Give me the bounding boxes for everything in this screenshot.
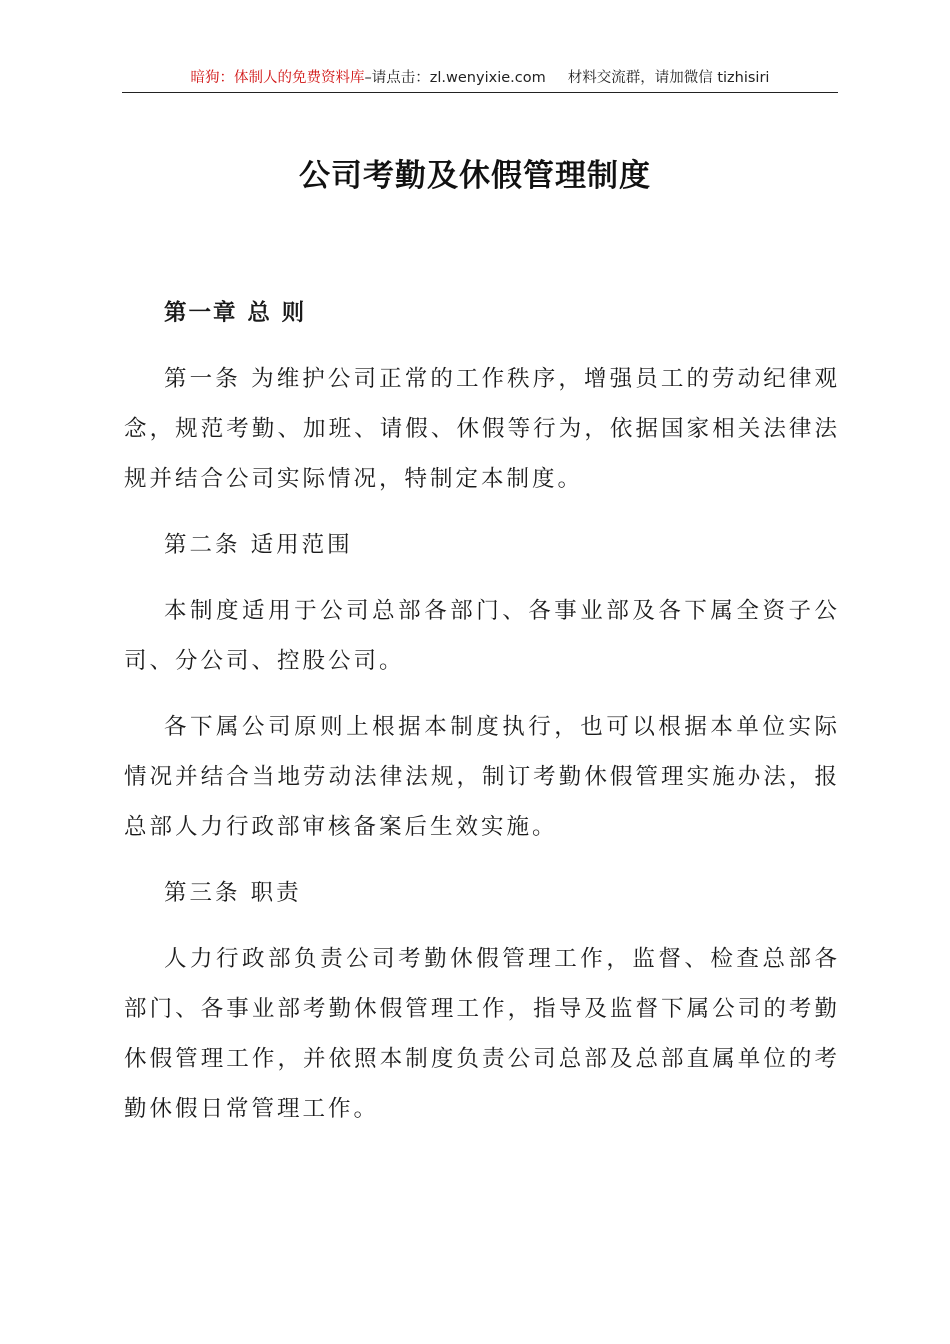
document-body xyxy=(124,288,840,1150)
article-1: 第一条 为维护公司正常的工作秩序，增强员工的劳动纪律观念，规范考勤、加班、请假、休假等行为，依据国家相关法律法规并结合公司实际情况，特制定本制度。 xyxy=(124,366,840,492)
paragraph-scope: 本制度适用于公司总部各部门、各事业部及各下属全资子公司、分公司、控股公司。 xyxy=(124,598,840,674)
header-prompt: –请点击： xyxy=(364,70,430,86)
article-3-heading: 第三条 职责 xyxy=(164,880,302,906)
header-url-link[interactable]: zl.wenyixie.com xyxy=(429,70,546,86)
header-contact: 材料交流群，请加微信 tizhisiri xyxy=(567,70,770,86)
header-brand: 暗狗：体制人的免费资料库 xyxy=(190,70,365,86)
chapter-heading: 第一章 总 则 xyxy=(164,300,307,326)
page-header xyxy=(122,66,838,93)
paragraph-responsibilities: 人力行政部负责公司考勤休假管理工作，监督、检查总部各部门、各事业部考勤休假管理工作，指导及监督下属公司的考勤休假管理工作，并依照本制度负责公司总部及总部直属单位的考勤休假日常管理工作。 xyxy=(124,946,840,1122)
document-title: 公司考勤及休假管理制度 xyxy=(299,158,651,194)
article-2-heading: 第二条 适用范围 xyxy=(164,532,353,558)
paragraph-subsidiaries: 各下属公司原则上根据本制度执行，也可以根据本单位实际情况并结合当地劳动法律法规，制订考勤休假管理实施办法，报总部人力行政部审核备案后生效实施。 xyxy=(124,714,840,840)
